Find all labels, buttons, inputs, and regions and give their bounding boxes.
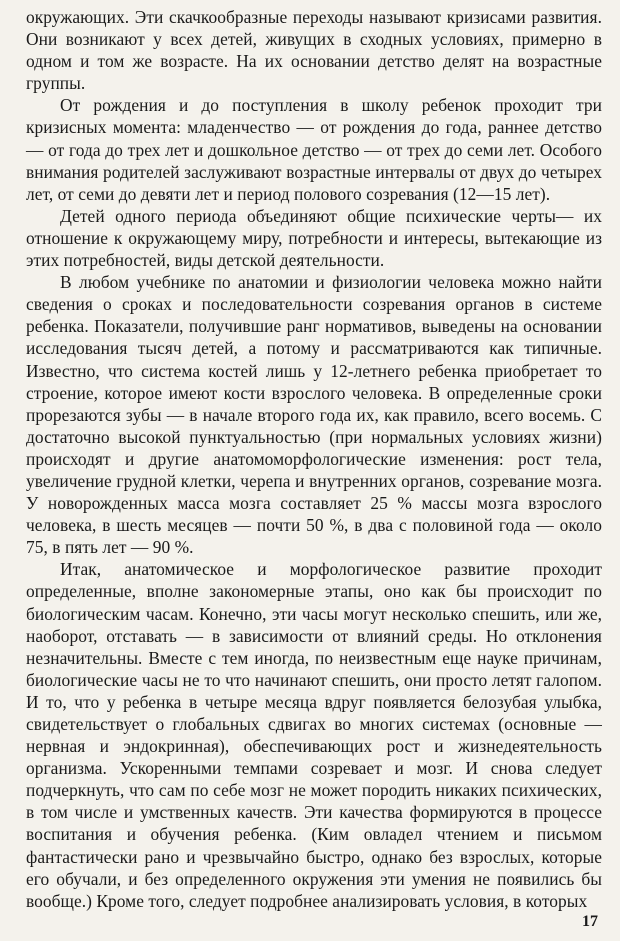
paragraph-1: окружающих. Эти скачкообразные переходы называют кризисами развития. Они возникают у всех детей, живущих в сходных условиях, примерно в одном и том же возрасте. На их основании детство делят на возрастные группы. (26, 7, 602, 94)
paragraph-5: Итак, анатомическое и морфологическое развитие проходит определенные, вполне закономерные этапы, оно как бы происходит по биологическим часам. Конечно, эти часы могут несколько спешить, или же, наоборот, отставать — в зависимости от влияний среды. Но отклонения незначительны. Вместе с тем иногда, по неизвестным еще науке причинам, биологические часы не то что начинают спешить, они просто летят галопом. И то, что у ребенка в четыре месяца вдруг появляется белозубая улыбка, свидетельствует о глобальных сдвигах во многих системах (основные — нервная и эндокринная), обеспечивающих рост и жизнедеятельность организма. Ускоренными темпами созревает и мозг. И снова следует подчеркнуть, что сам по себе мозг не может породить никаких психических, в том числе и умственных качеств. Эти качества формируются в процессе воспитания и обучения ребенка. (Ким овладел чтением и письмом фантастически рано и чрезвычайно быстро, однако без взрослых, которые его обучали, и без определенного окружения эти умения не появились бы вообще.) Кроме того, следует подробнее анализировать условия, в которых (26, 559, 602, 911)
paragraph-2: От рождения и до поступления в школу ребенок проходит три кризисных момента: младенчество — от рождения до года, раннее детство — от года до трех лет и дошкольное детство — от трех до семи лет. Особого внимания родителей заслуживают возрастные интервалы от двух до четырех лет, от семи до девяти лет и период полового созревания (12—15 лет). (26, 95, 602, 204)
paragraph-4: В любом учебнике по анатомии и физиологии человека можно найти сведения о сроках и последовательности созревания органов в системе ребенка. Показатели, получившие ранг нормативов, выведены на основании исследования тысяч детей, а потому и рассматриваются как типичные. Известно, что система костей лишь у 12-летнего ребенка приобретает то строение, которое имеют кости взрослого человека. В определенные сроки прорезаются зубы — в начале второго года их, как правило, всего восемь. С достаточно высокой пунктуальностью (при нормальных условиях жизни) происходят и другие анатомоморфологические изменения: рост тела, увеличение грудной клетки, черепа и внутренних органов, созревание мозга. У новорожденных масса мозга составляет 25 % массы мозга взрослого человека, в шесть месяцев — почти 50 %, в два с половиной года — около 75, в пять лет — 90 %. (26, 272, 602, 558)
page-number: 17 (582, 913, 598, 930)
paragraph-3: Детей одного периода объединяют общие психические черты— их отношение к окружающему миру, потребности и интересы, вытекающие из этих потребностей, виды детской деятельности. (26, 205, 602, 271)
body-text (26, 6, 602, 912)
